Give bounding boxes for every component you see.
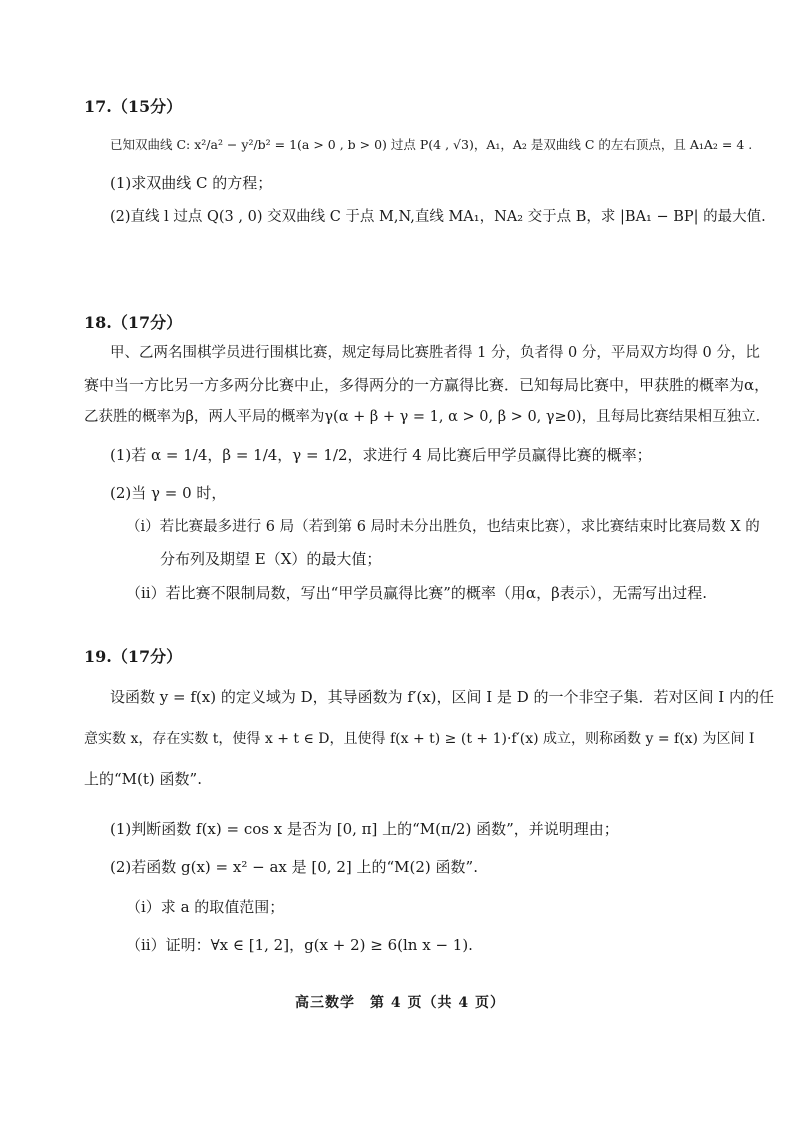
question-19-part-2-i: （i）求 a 的取值范围； xyxy=(126,898,285,916)
question-18-part-2-i-line-1: （i）若比赛最多进行 6 局（若到第 6 局时未分出胜负，也结束比赛），求比赛结束时比赛局数 X 的 xyxy=(126,519,760,535)
question-19-part-2: (2)若函数 g(x) = x² − ax 是 [0, 2] 上的“M(2) 函数”. xyxy=(110,858,478,876)
question-17-part-2: (2)直线 l 过点 Q(3 , 0) 交双曲线 C 于点 M,N,直线 MA₁，NA₂ 交于点 B，求 |BA₁ − BP| 的最大值. xyxy=(110,209,766,225)
question-18-stem-line-2: 赛中当一方比另一方多两分比赛中止，多得两分的一方赢得比赛．已知每局比赛中，甲获胜的概率为α， xyxy=(84,376,770,394)
question-19-part-2-ii: （ii）证明：∀x ∈ [1, 2]，g(x + 2) ≥ 6(ln x − 1). xyxy=(126,936,473,954)
question-18-stem-line-1: 甲、乙两名围棋学员进行围棋比赛，规定每局比赛胜者得 1 分，负者得 0 分，平局双方均得 0 分，比 xyxy=(110,345,760,361)
question-17-part-1: (1)求双曲线 C 的方程； xyxy=(110,174,273,192)
question-17-header: 17.（15分） xyxy=(84,97,183,116)
question-18-part-2: (2)当 γ = 0 时， xyxy=(110,484,227,502)
question-19-stem-line-2: 意实数 x，存在实数 t，使得 x + t ∈ D，且使得 f(x + t) ≥ (t + 1)·f′(x) 成立，则称函数 y = f(x) 为区间 I xyxy=(84,731,755,747)
question-18-header: 18.（17分） xyxy=(84,313,183,332)
question-18-stem-line-3: 乙获胜的概率为β，两人平局的概率为γ(α + β + γ = 1, α > 0, β > 0, γ≥0)，且每局比赛结果相互独立． xyxy=(84,409,771,425)
question-18-part-2-ii: （ii）若比赛不限制局数，写出“甲学员赢得比赛”的概率（用α，β表示），无需写出过程. xyxy=(126,584,708,602)
question-18-part-2-i-line-2: 分布列及期望 E（X）的最大值； xyxy=(160,550,382,568)
page-footer: 高三数学 第 4 页（共 4 页） xyxy=(295,995,505,1011)
question-19-stem-line-1: 设函数 y = f(x) 的定义域为 D，其导函数为 f′(x)，区间 I 是 D 的一个非空子集．若对区间 I 内的任 xyxy=(110,688,775,706)
question-19-header: 19.（17分） xyxy=(84,647,183,666)
question-17-stem: 已知双曲线 C: x²/a² − y²/b² = 1(a > 0 , b > 0) 过点 P(4 , √3)，A₁，A₂ 是双曲线 C 的左右顶点，且 A₁A₂ = 4 . xyxy=(110,137,753,152)
question-19-stem-line-3: 上的“M(t) 函数”. xyxy=(84,770,202,788)
question-19-part-1: (1)判断函数 f(x) = cos x 是否为 [0, π] 上的“M(π/2) 函数”，并说明理由； xyxy=(110,820,619,838)
question-18-part-1: (1)若 α = 1/4，β = 1/4，γ = 1/2，求进行 4 局比赛后甲学员赢得比赛的概率； xyxy=(110,446,652,464)
